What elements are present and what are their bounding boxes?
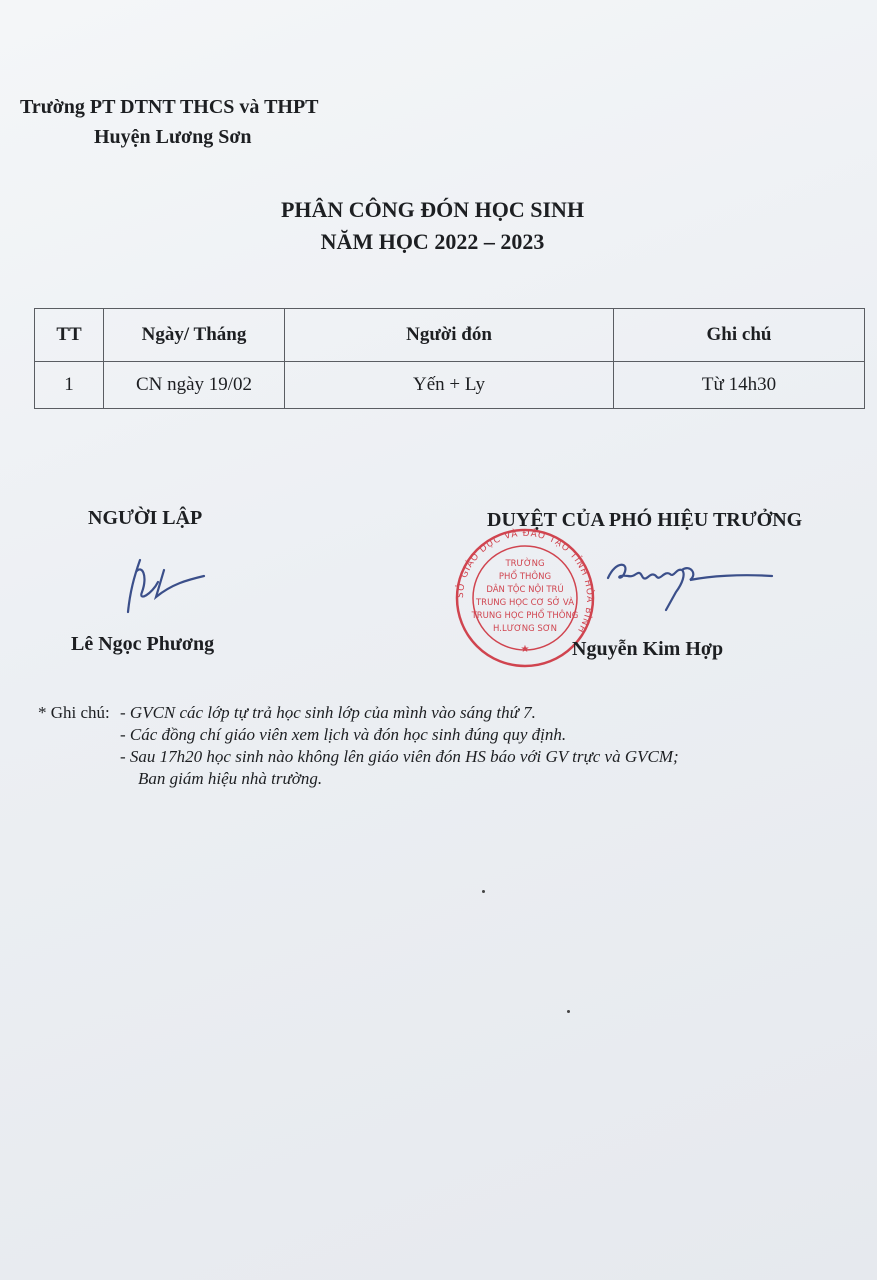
table-header-row [35,309,865,362]
preparer-name: Lê Ngọc Phương [71,633,215,655]
preparer-title: NGƯỜI LẬP [88,507,203,529]
cell-person: Yến + Ly [285,362,614,409]
seal-line: TRƯỜNG [505,559,545,569]
seal-line: H.LƯƠNG SƠN [493,624,557,634]
table-row [35,362,865,409]
schedule-table [34,308,865,409]
notes-label: * Ghi chú: [38,703,110,722]
seal-line: TRUNG HỌC CƠ SỞ VÀ [475,598,575,608]
seal-star-icon: ★ [520,644,530,655]
column-header-person: Người đón [285,309,614,362]
column-header-note: Ghi chú [614,309,865,362]
paper-speck [567,1010,570,1013]
seal-line: TRUNG HỌC PHỔ THÔNG [471,611,579,621]
note-item: - Sau 17h20 học sinh nào không lên giáo viên đón HS báo với GV trực và GVCM; [120,747,679,766]
district-name: Huyện Lương Sơn [94,126,252,148]
seal-outer-text: SỞ GIÁO DỤC VÀ ĐÀO TẠO TỈNH HÒA BÌNH [455,528,595,635]
column-header-date: Ngày/ Tháng [104,309,285,362]
approver-name: Nguyễn Kim Hợp [572,638,724,660]
cell-date: CN ngày 19/02 [104,362,285,409]
preparer-signature [112,542,222,622]
school-year: NĂM HỌC 2022 – 2023 [320,229,545,254]
approver-title: DUYỆT CỦA PHÓ HIỆU TRƯỞNG [487,509,803,531]
school-name: Trường PT DTNT THCS và THPT [20,96,319,118]
note-item: - Các đồng chí giáo viên xem lịch và đón học sinh đúng quy định. [120,725,567,744]
note-item: - GVCN các lớp tự trả học sinh lớp của mình vào sáng thứ 7. [120,703,536,722]
approver-signature [590,540,780,620]
column-header-tt: TT [35,309,104,362]
note-item: Ban giám hiệu nhà trường. [138,769,323,788]
seal-line: DÂN TỘC NỘI TRÚ [486,585,564,595]
cell-tt: 1 [35,362,104,409]
cell-note: Từ 14h30 [614,362,865,409]
paper-speck [482,890,485,893]
seal-line: PHỔ THÔNG [498,572,552,582]
document-title: PHÂN CÔNG ĐÓN HỌC SINH [280,197,585,222]
